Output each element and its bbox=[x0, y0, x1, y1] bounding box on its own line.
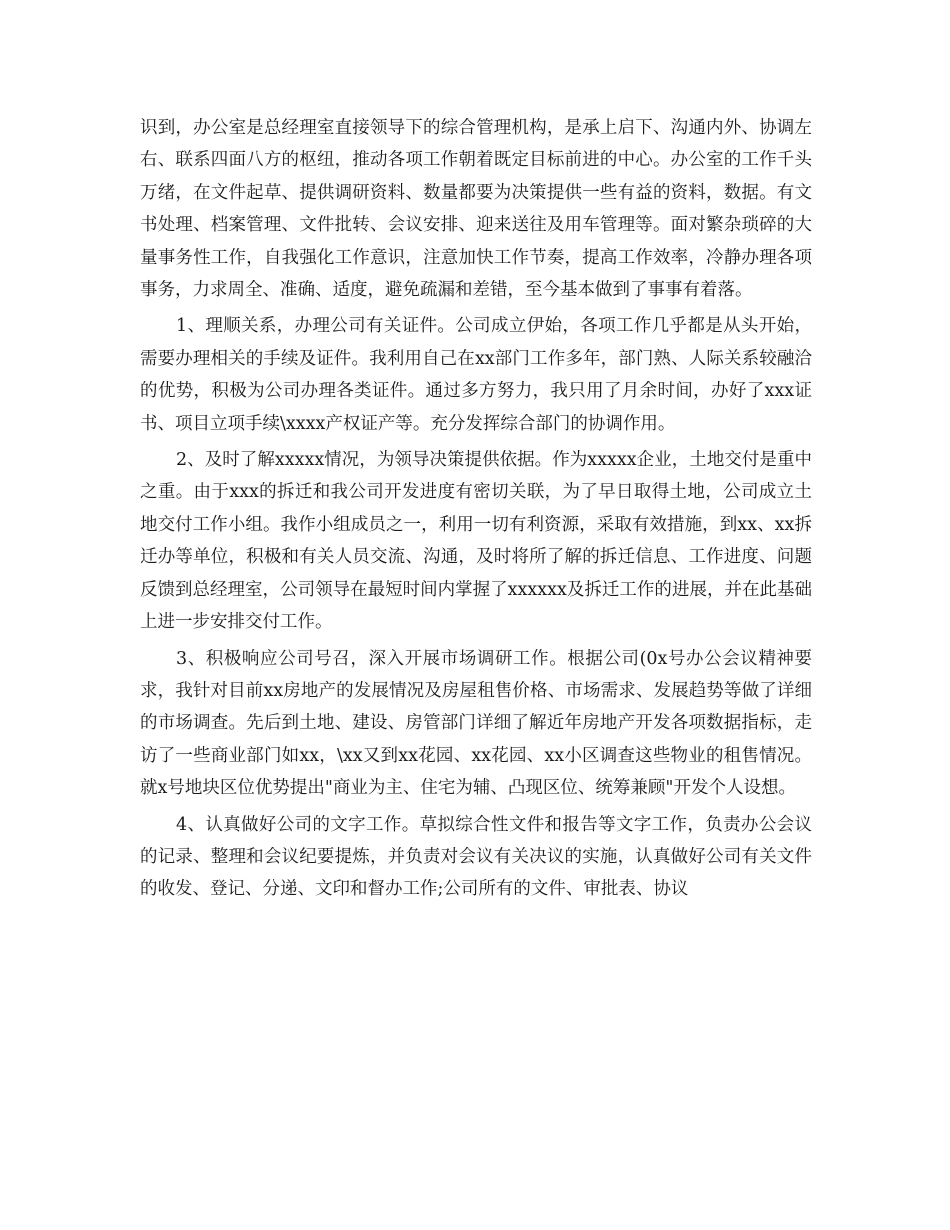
paragraph-item-4: 4、认真做好公司的文字工作。草拟综合性文件和报告等文字工作，负责办公会议的记录、整理和会议纪要提炼，并负责对会议有关决议的实施，认真做好公司有关文件的收发、登记、分递、文印和督办工作;公司所有的文件、审批表、协议 bbox=[140, 814, 812, 900]
paragraph-item-3: 3、积极响应公司号召，深入开展市场调研工作。根据公司(0x号办公会议精神要求，我针对目前xx房地产的发展情况及房屋租售价格、市场需求、发展趋势等做了详细的市场调查。先后到土地、建设、房管部门详细了解近年房地产开发各项数据指标，走访了一些商业部门如xx，\xx又到xx花园、xx花园、xx小区调查这些物业的租售情况。就x号地块区位优势提出"商业为主、住宅为辅、凸现区位、统筹兼顾"开发个人设想。 bbox=[140, 648, 812, 799]
paragraph-item-1: 1、理顺关系，办理公司有关证件。公司成立伊始，各项工作几乎都是从头开始，需要办理相关的手续及证件。我利用自己在xx部门工作多年，部门熟、人际关系较融洽的优势，积极为公司办理各类证件。通过多方努力，我只用了月余时间，办好了xxx证书、项目立项手续\xxxx产权证产等。充分发挥综合部门的协调作用。 bbox=[140, 316, 812, 434]
paragraph-intro: 识到，办公室是总经理室直接领导下的综合管理机构，是承上启下、沟通内外、协调左右、联系四面八方的枢纽，推动各项工作朝着既定目标前进的中心。办公室的工作千头万绪，在文件起草、提供调研资料、数量都要为决策提供一些有益的资料，数据。有文书处理、档案管理、文件批转、会议安排、迎来送往及用车管理等。面对繁杂琐碎的大量事务性工作，自我强化工作意识，注意加快工作节奏，提高工作效率，冷静办理各项事务，力求周全、准确、适度，避免疏漏和差错，至今基本做到了事事有着落。 bbox=[140, 118, 812, 301]
paragraph-item-2: 2、及时了解xxxxx情况，为领导决策提供依据。作为xxxxx企业，土地交付是重中之重。由于xxx的拆迁和我公司开发进度有密切关联，为了早日取得土地，公司成立土地交付工作小组。我作小组成员之一，利用一切有利资源，采取有效措施，到xx、xx拆迁办等单位，积极和有关人员交流、沟通，及时将所了解的拆迁信息、工作进度、问题反馈到总经理室，公司领导在最短时间内掌握了xxxxxx及拆迁工作的进展，并在此基础上进一步安排交付工作。 bbox=[140, 450, 812, 633]
document-body bbox=[140, 112, 812, 910]
